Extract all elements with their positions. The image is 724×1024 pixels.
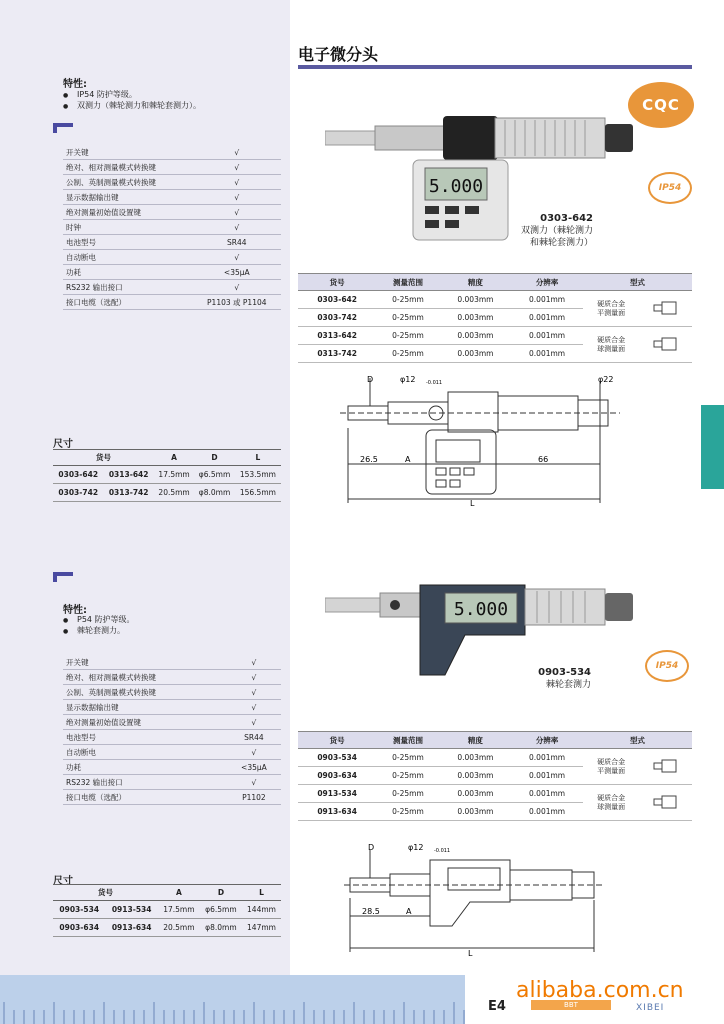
dim-header: 货号: [53, 450, 154, 466]
prod-cell: 0-25mm: [376, 803, 439, 821]
dim-cell: 144mm: [242, 901, 281, 919]
spec-row: [63, 655, 281, 670]
technical-drawing: [340, 840, 610, 960]
style-line: 硬质合金: [597, 793, 626, 802]
spec-label: 电池型号: [63, 730, 227, 745]
dim-label: L: [468, 949, 473, 958]
page-title: 电子微分头: [298, 45, 379, 64]
features-list: [63, 90, 201, 112]
technical-drawing: [330, 368, 630, 508]
product-code: 0303-642: [540, 213, 593, 224]
spec-label: 时钟: [63, 220, 193, 235]
prod-cell: 0.003mm: [440, 327, 512, 345]
product-caption: [480, 213, 593, 249]
ip54-stamp: IP54: [648, 172, 692, 204]
prod-cell: 0903-634: [298, 767, 376, 785]
cqc-logo: CQC: [628, 82, 694, 128]
spec-label: 自动断电: [63, 250, 193, 265]
spec-row: [63, 745, 281, 760]
spec-row: [63, 715, 281, 730]
footer-ruler: [0, 1000, 465, 1024]
watermark-brand: XIBEI: [636, 1003, 665, 1013]
feature-item: ● 棘轮套测力。: [63, 626, 135, 637]
spec-value: √: [227, 655, 281, 670]
spec-row: [63, 790, 281, 805]
spec-label: 开关键: [63, 655, 227, 670]
dim-cell: φ6.5mm: [194, 466, 235, 484]
dimension-title: 尺寸: [53, 876, 73, 887]
spec-row: [63, 295, 281, 310]
spec-value: P1102: [227, 790, 281, 805]
spec-row: [63, 160, 281, 175]
spec-value: √: [193, 205, 281, 220]
style-line: 硬质合金: [597, 299, 626, 308]
dim-header: A: [154, 450, 194, 466]
spec-row: [63, 205, 281, 220]
spec-label: RS232 输出接口: [63, 280, 193, 295]
spec-row: [63, 280, 281, 295]
dim-label: 26.5: [360, 455, 378, 464]
tip-icon: [639, 785, 692, 821]
dim-cell: φ8.0mm: [200, 919, 242, 937]
prod-header: 型式: [583, 274, 692, 291]
spec-value: √: [193, 220, 281, 235]
style-line: 平测量面: [597, 308, 626, 317]
spec-label: 自动断电: [63, 745, 227, 760]
spec-value: SR44: [193, 235, 281, 250]
dimension-title: 尺寸: [53, 439, 73, 450]
spec-label: 绝对、相对测量模式转换键: [63, 670, 227, 685]
product-table: [298, 273, 692, 363]
dim-label: φ22: [598, 375, 614, 384]
section-tab: [701, 405, 724, 489]
prod-cell: 0.003mm: [440, 767, 512, 785]
spec-value: P1103 或 P1104: [193, 295, 281, 310]
prod-cell: 0.003mm: [440, 785, 512, 803]
style-line: 球测量面: [597, 802, 626, 811]
prod-cell: 0303-742: [298, 309, 376, 327]
dim-label: 28.5: [362, 907, 380, 916]
prod-header: 分辨率: [511, 274, 583, 291]
dim-label: -0.011: [426, 380, 443, 386]
spec-value: √: [193, 190, 281, 205]
prod-cell: 0.001mm: [511, 785, 583, 803]
tip-icon: [639, 327, 692, 363]
dim-row: [53, 901, 281, 919]
spec-row: [63, 730, 281, 745]
prod-cell: 0913-534: [298, 785, 376, 803]
dim-header: A: [158, 885, 200, 901]
dim-header: D: [194, 450, 235, 466]
dim-cell: 0313-642: [103, 466, 153, 484]
watermark-text: alibaba.com.cn: [516, 978, 684, 1003]
spec-value: √: [193, 280, 281, 295]
prod-cell: 0.001mm: [511, 767, 583, 785]
dim-header: D: [200, 885, 242, 901]
spec-value: √: [193, 250, 281, 265]
dimension-table: [53, 884, 281, 937]
feature-item: ● 双测力（棘轮测力和棘轮套测力）。: [63, 101, 201, 112]
prod-cell: 0.001mm: [511, 345, 583, 363]
dim-label: 66: [538, 455, 549, 464]
prod-cell: 0.003mm: [440, 345, 512, 363]
prod-cell: 0.001mm: [511, 749, 583, 767]
dim-cell: 0313-742: [103, 484, 153, 502]
spec-value: <35μA: [227, 760, 281, 775]
prod-header: 精度: [440, 274, 512, 291]
product-photo: [325, 575, 645, 685]
spec-value: <35μA: [193, 265, 281, 280]
dim-row: [53, 919, 281, 937]
spec-row: [63, 775, 281, 790]
feature-item: ● P54 防护等级。: [63, 615, 135, 626]
dim-label: D: [368, 843, 375, 852]
dim-header: 货号: [53, 885, 158, 901]
spec-row: [63, 190, 281, 205]
lcd-reading: 5.000: [428, 176, 484, 197]
tip-icon: [639, 749, 692, 785]
prod-cell: 0.001mm: [511, 327, 583, 345]
prod-cell: 0313-642: [298, 327, 376, 345]
prod-cell: 0-25mm: [376, 345, 439, 363]
spec-value: √: [227, 715, 281, 730]
prod-row: [298, 785, 692, 803]
product-code: 0903-534: [538, 667, 591, 678]
prod-cell: 0313-742: [298, 345, 376, 363]
prod-header: 型式: [583, 732, 692, 749]
caption-line: 棘轮套测力: [545, 680, 591, 690]
prod-cell: 0.003mm: [440, 291, 512, 309]
spec-label: 接口电缆（选配）: [63, 295, 193, 310]
prod-cell: 0-25mm: [376, 309, 439, 327]
spec-label: 绝对、相对测量模式转换键: [63, 160, 193, 175]
dim-label: L: [470, 499, 475, 508]
prod-row: [298, 749, 692, 767]
dim-row: [53, 466, 281, 484]
prod-cell: 0-25mm: [376, 767, 439, 785]
spec-label: 公制、英制测量模式转换键: [63, 685, 227, 700]
dim-label: D: [367, 375, 374, 384]
watermark-badge: BBT: [531, 1000, 611, 1010]
product-caption: [500, 667, 591, 691]
ip54-stamp: IP54: [645, 650, 689, 682]
prod-header: 测量范围: [376, 274, 439, 291]
spec-label: 开关键: [63, 145, 193, 160]
style-line: 硬质合金: [597, 335, 626, 344]
dim-cell: 147mm: [242, 919, 281, 937]
tip-icon: [639, 291, 692, 327]
corner-mark: [53, 123, 73, 133]
spec-row: [63, 145, 281, 160]
dim-label: φ12: [408, 843, 424, 852]
spec-label: 公制、英制测量模式转换键: [63, 175, 193, 190]
spec-label: 显示数据输出键: [63, 190, 193, 205]
prod-row: [298, 291, 692, 309]
spec-label: 功耗: [63, 760, 227, 775]
dim-cell: 156.5mm: [235, 484, 281, 502]
prod-cell: 0.003mm: [440, 749, 512, 767]
spec-label: 接口电缆（选配）: [63, 790, 227, 805]
dim-cell: 0903-534: [53, 901, 105, 919]
dim-cell: 0903-634: [53, 919, 105, 937]
style-line: 平测量面: [597, 766, 626, 775]
spec-value: SR44: [227, 730, 281, 745]
dim-cell: 17.5mm: [154, 466, 194, 484]
spec-value: √: [227, 670, 281, 685]
prod-header: 测量范围: [376, 732, 439, 749]
dim-cell: 17.5mm: [158, 901, 200, 919]
dim-label: -0.011: [434, 848, 451, 854]
spec-value: √: [227, 745, 281, 760]
prod-cell: 0913-634: [298, 803, 376, 821]
spec-value: √: [193, 145, 281, 160]
features-title: 特性:: [63, 605, 87, 616]
prod-cell: 0.003mm: [440, 803, 512, 821]
style-line: 球测量面: [597, 344, 626, 353]
spec-row: [63, 265, 281, 280]
prod-cell: 0.001mm: [511, 291, 583, 309]
prod-cell: 0-25mm: [376, 291, 439, 309]
prod-cell: 0-25mm: [376, 327, 439, 345]
spec-row: [63, 220, 281, 235]
prod-header: 货号: [298, 274, 376, 291]
prod-header: 货号: [298, 732, 376, 749]
product-table: [298, 731, 692, 821]
dim-cell: 0303-642: [53, 466, 103, 484]
spec-row: [63, 685, 281, 700]
prod-style: [583, 749, 639, 785]
spec-table: [63, 145, 281, 310]
dim-row: [53, 484, 281, 502]
dim-label: φ12: [400, 375, 416, 384]
prod-header: 分辨率: [511, 732, 583, 749]
style-line: 硬质合金: [597, 757, 626, 766]
caption-line: 和棘轮套测力）: [529, 238, 593, 248]
prod-style: [583, 327, 639, 363]
spec-label: RS232 输出接口: [63, 775, 227, 790]
spec-label: 电池型号: [63, 235, 193, 250]
prod-cell: 0-25mm: [376, 785, 439, 803]
spec-label: 绝对测量初始值设置键: [63, 205, 193, 220]
page-number: E4: [488, 999, 506, 1014]
caption-line: 双测力（棘轮测力: [520, 226, 593, 236]
spec-value: √: [193, 175, 281, 190]
spec-row: [63, 250, 281, 265]
spec-label: 绝对测量初始值设置键: [63, 715, 227, 730]
spec-row: [63, 175, 281, 190]
prod-style: [583, 291, 639, 327]
feature-item: ● IP54 防护等级。: [63, 90, 201, 101]
dim-cell: 0913-634: [105, 919, 157, 937]
lcd-reading: 5.000: [453, 599, 509, 620]
prod-row: [298, 327, 692, 345]
dim-label: A: [406, 907, 412, 916]
spec-row: [63, 700, 281, 715]
prod-style: [583, 785, 639, 821]
spec-row: [63, 235, 281, 250]
corner-mark: [53, 572, 73, 582]
dim-cell: 153.5mm: [235, 466, 281, 484]
prod-cell: 0.003mm: [440, 309, 512, 327]
spec-value: √: [227, 700, 281, 715]
spec-table: [63, 655, 281, 805]
features-title: 特性:: [63, 79, 87, 90]
spec-value: √: [227, 775, 281, 790]
dim-header: L: [235, 450, 281, 466]
dim-cell: 0303-742: [53, 484, 103, 502]
dim-cell: φ6.5mm: [200, 901, 242, 919]
title-rule: [298, 65, 692, 69]
dim-cell: 20.5mm: [158, 919, 200, 937]
dim-cell: φ8.0mm: [194, 484, 235, 502]
features-list: [63, 615, 135, 637]
spec-label: 功耗: [63, 265, 193, 280]
dim-label: A: [405, 455, 411, 464]
spec-row: [63, 670, 281, 685]
prod-cell: 0303-642: [298, 291, 376, 309]
dim-header: L: [242, 885, 281, 901]
dimension-table: [53, 449, 281, 502]
prod-cell: 0903-534: [298, 749, 376, 767]
spec-value: √: [227, 685, 281, 700]
spec-row: [63, 760, 281, 775]
spec-label: 显示数据输出键: [63, 700, 227, 715]
spec-value: √: [193, 160, 281, 175]
dim-cell: 20.5mm: [154, 484, 194, 502]
prod-header: 精度: [440, 732, 512, 749]
prod-cell: 0-25mm: [376, 749, 439, 767]
prod-cell: 0.001mm: [511, 803, 583, 821]
prod-cell: 0.001mm: [511, 309, 583, 327]
dim-cell: 0913-534: [105, 901, 157, 919]
